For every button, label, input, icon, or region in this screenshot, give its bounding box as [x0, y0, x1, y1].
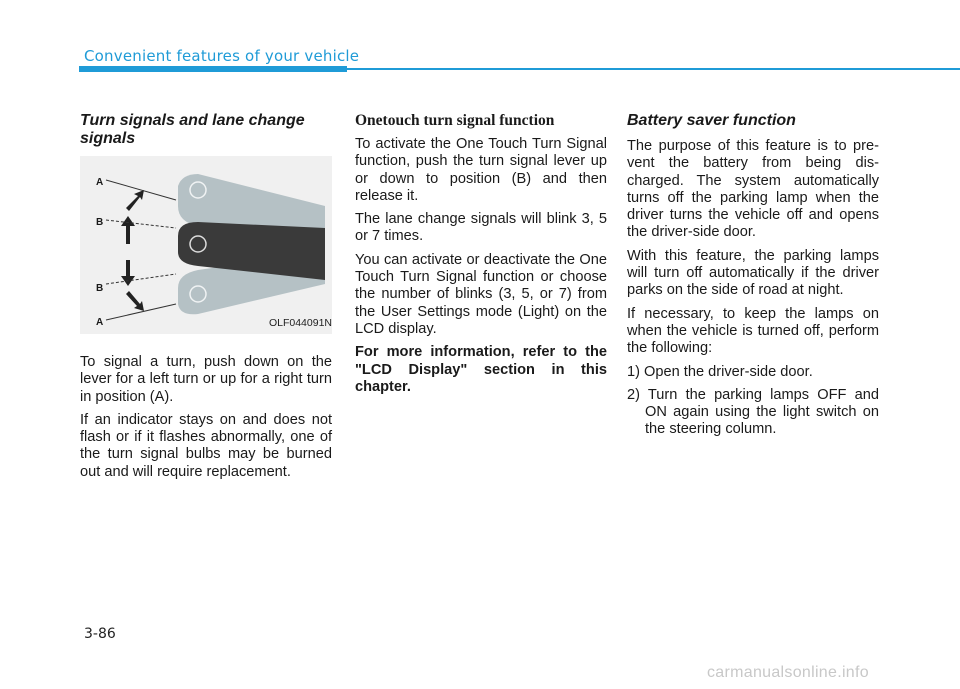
header-accent-bar	[79, 66, 347, 72]
paragraph: To signal a turn, push down on the lever for a left turn or up for a right turn in position (A).	[80, 354, 332, 405]
header-rule	[347, 68, 960, 70]
lever-illustration	[80, 156, 332, 334]
step-item: 2) Turn the parking lamps OFF and ON again using the light switch on the steering column.	[627, 386, 879, 438]
figure-code: OLF044091N	[268, 316, 332, 329]
label-a-bottom: A	[96, 317, 104, 328]
column-left	[80, 112, 332, 487]
column-middle	[355, 112, 607, 402]
heading-onetouch: Onetouch turn signal function	[355, 112, 555, 129]
paragraph: With this feature, the parking lamps will turn off automatically if the driver parks on the side of road at night.	[627, 247, 879, 299]
section-title: Convenient features of your vehicle	[84, 47, 360, 65]
paragraph: The lane change signals will blink 3, 5 or 7 times.	[355, 211, 607, 245]
paragraph: If an indicator stays on and does not flash or if it flashes abnormally, one of the turn signal bulbs may be burned out and will require replacement.	[80, 411, 332, 480]
label-b-bottom: B	[96, 283, 104, 294]
paragraph: If necessary, to keep the lamps on when the vehicle is turned off, perform the following:	[627, 305, 879, 357]
heading-battery-saver: Battery saver function	[627, 112, 796, 129]
reference-note: For more information, refer to the "LCD Display" section in this chapter.	[355, 344, 607, 395]
label-b-top: B	[96, 217, 104, 228]
page-number: 3-86	[84, 626, 116, 642]
turn-signal-lever-figure	[80, 156, 332, 334]
watermark: carmanualsonline.info	[707, 664, 869, 681]
heading-turn-signals: Turn signals and lane change signals	[80, 112, 305, 147]
step-item: 1) Open the driver-side door.	[627, 363, 813, 380]
label-a-top: A	[96, 177, 104, 188]
column-right	[627, 112, 879, 445]
paragraph: You can activate or deactivate the One Touch Turn Signal function or choose the number of blinks (3, 5, or 7) from the User Settings mode (Light) on the LCD display.	[355, 251, 607, 337]
paragraph: To activate the One Touch Turn Signal function, push the turn signal lever up or down to position (B) and then release it.	[355, 136, 607, 204]
paragraph: The purpose of this feature is to pre-vent the battery from being dis-charged. The system automatically turns off the parking lamp when the driver turns the vehicle off and opens the driver-side door.	[627, 138, 879, 241]
